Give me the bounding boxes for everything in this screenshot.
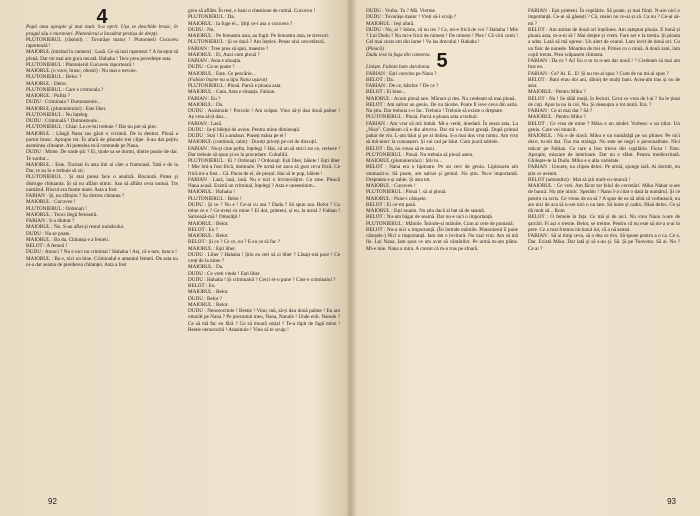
dialogue-line: MAIORUL : Belot. xyxy=(188,289,229,296)
dialogue-line: greu să aflăm. În rest, e bani o chestiune de rutină. Cucuveu ! xyxy=(188,8,316,14)
dialogue-line: BELOT : Ce vrea de mine ? Miku e un sindel. Vorbesc o un idiot. Un geniu. Care voi muncit. xyxy=(528,120,680,133)
dialogue-line: FABIAN : S-a dintrat ? xyxy=(26,218,75,224)
dialogue-line: MAIORUL : Pe fereastra asta, au fugit. Pe fereastra asta, te strecori. xyxy=(188,33,330,39)
dialogue-list xyxy=(188,8,340,333)
dialogue-line: MAIORUL : Da. xyxy=(188,264,224,271)
dialogue-line: FABIAN : Lasă, lasă, lasă. Nu e nici o învinovățire. Cu sine. Pleacă Nana acasă. Există un criminal, înțelegi ? Asta e uneeminim... xyxy=(188,176,340,189)
dialogue-line: MAIORUL : Pentru Miku ? xyxy=(528,114,586,121)
dialogue-line: MAIORUL : Da. xyxy=(188,101,224,108)
dialogue-line: FABIAN : Lasă. xyxy=(188,120,223,127)
dialogue-line: MAIORUL : Lângă Nana sus găsit o victimă. De la dentist. Plouă a pornit brusc. Apropie tot. În afară de păunele trei clipe. S-au dat pețiru aseminea clitoaret. Al putealea m-â comunde pe Nana. xyxy=(26,130,178,149)
dialogue-line: PLUTONIERUL : Belot ! xyxy=(188,195,242,202)
dialogue-line: FABIAN : Să ai timp ceva, să o dea ce dvs. Să spune pentru a o ca. Ce a. Dar. Există Miku. Dar iată și să s-au și. Să. Și pe Tuovenu. Să ai. Nu ? Ce ai ? xyxy=(528,233,680,252)
dialogue-line: Liniște. Fabian bate darabana. xyxy=(366,64,431,71)
dialogue-line: DUDU : Ce se poate ? xyxy=(188,64,235,71)
dialogue-line: FABIAN : De ce, bătrîne ? De ce ? xyxy=(366,83,439,89)
dialogue-line: BELOT : Nu ! Se tălăi muță, în feciori. Ceva ce vrea de l-ai ? Sa le ținut de cuți. Apoi la nu la cui, Nu. Și deasupra o tot mută. Era. ? xyxy=(528,95,680,108)
dialogue-line: BELOT : Ei ce-mi pasă. xyxy=(366,201,417,208)
dialogue-list xyxy=(528,8,680,252)
dialogue-line: MAIORUL (intrând în camera) : Lasă. Ce să mai raportezi ? A început să plouă. Dar tot mai am gura necată. Hahaha ! Tece prea povedește asta. xyxy=(26,49,178,62)
page-number: 92 xyxy=(48,497,57,506)
dialogue-line: DUDU : Criminală ? Dumnezeule... xyxy=(26,118,101,124)
page-number: 93 xyxy=(667,497,676,506)
dialogue-line: PLUTONIERUL : Nu înțeleg. xyxy=(26,111,89,118)
dialogue-line: FABIAN : Tree prea să spui, maestre ? xyxy=(188,45,269,52)
left-column-1 xyxy=(26,8,178,268)
dialogue-line: MAIORUL (plutonierului) : Știi tu... xyxy=(366,158,443,164)
dialogue-line: MAIORUL : Gata. Asta e situația. Fabian. xyxy=(188,89,276,96)
dialogue-line: DUDU : Asasinule ! Porcule ! Am scăpat. Vino să-ți dau două palme ! Aș vrea să-ți dau... xyxy=(188,108,340,121)
left-page xyxy=(18,0,340,516)
dialogue-line: MAIORUL : Nu e de slavă. Miku e un numărăță pe un pfuner. Pe nici dece, tu-mi dat. Toa ma strânga. Nu este ne negri o personalitate. Nici măcar pe Fabian. Cu tare a fost trieva din copilărie. Ficea ! Fare. Apropie, mișcare de interioare. Dar nu e sfânt. Pentru mediocritată. Ghilepte-te la Dudu. Miku e o alta varietate. xyxy=(528,133,680,164)
dialogue-line: PLUTONIERUL : Și mai putea face o analiză. Riscantă. Putea și distruge chituanta. Și să nu aflăm nimic. Sau să aflăm ceva numai. Tot numărul. Riscul era foarte mare. Asta a fost. xyxy=(26,174,178,193)
dialogue-line: MAIORUL : Ești liber. xyxy=(188,245,236,252)
stage-direction: Papă oma apropie şi mai mult. S-a oprit. Ușa se deschide brusc, în pragul său e moravuri. Plutonierul a încadrat pestișa de drepți. xyxy=(26,24,178,37)
dialogue-line: Dudu iese la fuga din camerea. xyxy=(366,51,431,58)
dialogue-line: BELOT : Bani erau doi ani, dăruiț de mulți bani. Acea-am tras și nu de asta. xyxy=(528,76,680,89)
dialogue-line: DUDU : Nu, ai ? Iubne, că nu ies ? Ce, mi-e frică de voi ? Hahaha ! Mie ? Lui Dudu ? Nu mi-e frică de nimeni ! De nimeni ! Ples ! Că vini cumi ! Cel mai curat om din lume ! Va las drecului ! Hahaha ! xyxy=(366,26,518,46)
dialogue-line: DUDU : Atunci ? Nu e nici un criminal ! Hahaha ! Asi, că e tare, banca ! xyxy=(26,249,177,256)
dialogue-line: BELOT : Eu ? xyxy=(188,226,219,233)
dialogue-line: PLUTONIERUL : Și ce dacă ? Am înțeles. Penar ului cercetătură. xyxy=(188,39,325,46)
dialogue-line: FABIAN : Unoare, nu clipea deloc. Pe urmă, ajunge iară. Ai dormit, nu știu ce aveam. xyxy=(528,164,680,177)
dialogue-line: MAIORUL : Ei, Auzi cum plouă ? xyxy=(188,51,260,58)
dialogue-line: BELOT : Nu-a nici o importanță. (Îsi întinde mâinile. Plutonierul îi pune cătușele.) Nici o importanță. Iam dat o lovitură. Nu mai vrut. Am să mă fie. Lui Nana. Iam spus ce am avut să vântârilor. Pe urmă m-am plâns. Mi-e mie. Nana a mira. A crezut că m-a tras pe sfoară. xyxy=(366,226,518,252)
left-column-2 xyxy=(188,8,340,333)
dialogue-line: FABIAN : Ești convins pe Nana ? xyxy=(366,70,437,77)
dialogue-line: BELOT : Am salvat un geniu. De nu tăcebe. Poate fi ieve ceva din astia. Nu știu. Dar trebuia s-o fac. Trebuia ! Trebuie să existe o dreptate. xyxy=(366,101,518,114)
dialogue-line: PLUTONIERUL : Care e criminala ? xyxy=(26,86,104,93)
dialogue-line: DUDU : Hahaha ! Și criminalul ? Cerci el-o pune ? Cine e criminalul ? xyxy=(188,276,336,283)
dialogue-line: MAIORUL : Belot. xyxy=(188,301,229,308)
dialogue-line: BELOT (amoralist) : Mai să știi mult-cu-muncă ! xyxy=(528,176,631,183)
dialogue-line: MAIORUL : Este. Ce pescărie... xyxy=(188,70,256,77)
dialogue-line: MAIORUL : Hahaha ! xyxy=(188,189,235,196)
dialogue-line: MAIORUL : Belot. xyxy=(188,220,229,227)
dialogue-line: DUDU : Ia-ți bilețul de avion. Pentru mine dimineață. xyxy=(188,126,301,133)
dialogue-list xyxy=(366,8,518,252)
dialogue-line: DUDU : Belot ? xyxy=(188,295,222,302)
dialogue-line: MAIORUL : Pentru Miku ? xyxy=(528,89,586,96)
dialogue-line: (Pleacă) xyxy=(366,45,384,52)
dialogue-line: FABIAN : Ce? Ai. E.. E! Și nu mi-ai spus ? Cum de nu mi-ai spus ? xyxy=(528,70,669,77)
dialogue-line: MAIORUL : Cucuveu ! xyxy=(366,183,416,189)
dialogue-line: BELOT : A femeii ! xyxy=(26,243,68,249)
dialogue-line: DUDU : Tovarășe maior ! Vreți să-l scuip ? xyxy=(366,14,457,21)
dialogue-line: MAIORUL (o voce, brusc, obosit) : Nu mai e nevoie. xyxy=(26,68,138,74)
dialogue-line: PLUTONIERUL : Deloc ? xyxy=(26,74,82,81)
dialogue-line: (Fabian înșine nu scăpa Nana ușurat) xyxy=(188,76,268,83)
dialogue-line: BELOT : Da, nu vreau să te auzi. xyxy=(366,145,436,152)
dialogue-line: PLUTONIERUL : Plouă. Nu trebuia să plouă astea. xyxy=(366,151,474,158)
dialogue-line: PLUTONIERUL (răstind) : Tovarășe maior ! Plutonierii Cucuveu raportează ! xyxy=(26,36,178,49)
dialogue-line: FABIAN : Asta e situația. xyxy=(188,58,242,64)
dialogue-line: FABIAN : Ești prieteni. În copilărie. Să poate, și mai ființi. N-are nici o importanță. Ce-ai să găsești ? Că, ceaiei nu ce-ai și să. Ca nu ? Ce-ai să-mi ? xyxy=(528,8,680,27)
dialogue-line: BELOT : Nana era o lipitoare. Pe un cerc de geniu. Lipitoarea am utomazit-o. Să poate, am salvat și geniul. Nu știu. Nu-e importantă. Dreptatea e și sabie. Și asta tot. xyxy=(366,164,518,183)
dialogue-line: MAIORUL : Deloc. xyxy=(26,80,68,87)
dialogue-line: MAIORUL : Pune-i cătușele. xyxy=(366,195,427,202)
dialogue-line: BELOT : O femeie în fața. Ce mă și de aici. Nu vrea Nanu n-are de șarcări. Fi ași o trestie. Belot, se treime. Pentru că nu este să mi-a n-ai în pere. Ce a mai frumos niciunul iul, că a nă semai. xyxy=(528,214,680,233)
dialogue-line: DUDU : Stai ! Ei a amânat. Puneți mâna pe el ! xyxy=(188,133,287,139)
chapter-number: 5 xyxy=(436,50,448,72)
dialogue-line: MAIORUL : Pufita ? xyxy=(26,93,71,99)
dialogue-line: MAIORUL : Toocı llegă fereastră. xyxy=(26,211,98,218)
dialogue-line: MAIORUL : Ce vrei. Am făcut tot felul de cercetări. Miku Nabar n-are de bancă. Nu știe nimic. Sperăm ! Nanu I-a citat o dată la numărul. Și ce pentru ca scris. Ce vreau de ea să ? A spus de ea să aibă să vorbească, nu are nici de aca să n-are nici o nu tare. Să lume și cadru. Până deloc. Ce și dă mult să... Rom xyxy=(528,183,680,214)
dialogue-line: FABIAN : Am vrut să mă îmbăt. Mi-a venit, doedată. În seara asta. La „Nisa”. Credeam că e din altceva. Dar mi s-a făcut greață. După primul pahar de vin. L-am băut și pe al doilea. S-a mai dus vrut nimic. Am vrut să mă-ntorc la cunoașteri. Și vai cad pe băut. Cum joacă tablele. xyxy=(366,120,518,146)
dialogue-line: DUDU : Nu. xyxy=(188,26,215,33)
right-column-1 xyxy=(366,8,518,252)
right-column-2 xyxy=(528,8,680,252)
dialogue-line: PLUTONIERUL : Ordonați ! xyxy=(26,205,87,212)
right-page xyxy=(360,0,686,516)
dialogue-line: MAIORUL (plutonierului) : Este liber. xyxy=(26,105,107,112)
dialogue-line: MAIORUL : Ia fuge el... Știți ce-i asa o cucuvea ? xyxy=(188,20,293,27)
dialogue-line: MAIORUL : Ba da. Chitanța e a femeii. xyxy=(26,236,110,243)
dialogue-line: BELOT : Eu. xyxy=(188,283,216,289)
dialogue-line: FABIAN : Da ce ? Ai! Eu o tu tu n-am dar nouă ! ? Credeam să mai am fost eu. xyxy=(528,58,680,71)
dialogue-line: DUDU : Și ce ? Nu e ! Ce-ai cu asa ? Dada ? Să spun asa. Belot ? Cu mine ce e ? Ce-aveți cu mine ? Ei doi, prieteni, și eu, la urmă ? Fabian ! Salvează-mă ! Omorâţii ! xyxy=(188,201,340,221)
dialogue-line: DUDU : Na se poate. xyxy=(26,230,71,237)
dialogue-line: FABIAN : Și, nu sfârșim ? Sa distrez chitanta ? xyxy=(26,193,125,199)
dialogue-line: MAIORUL : Nu. S-au aflat și restul numărului. xyxy=(26,224,125,231)
dialogue-line: PLUTONIERUL : Plouă. Parcă e ploaia asta a trebuit. xyxy=(366,114,479,121)
dialogue-line: PLUTONIERUL : Mâinile. Întinde-și mâinile. Cum ai cere de pomană. xyxy=(366,220,514,227)
dialogue-line: BELOT : Da. xyxy=(366,76,394,83)
dialogue-line: DUDU : Nenorocitule ! Bestie ! Vino, mă, să-ți dau două palme ! Eu am omorât pe Nana ? Pe prezumul meu, Nana, Nanule ! Unde erâi. Nanule ? Ce să mă fac eu fără ? Cu să moară soțial ? Te-a tâpit de fagă mine ! Bestie nenorocită ! Asasinule ! Vino să te scuip ! xyxy=(188,308,340,333)
dialogue-line: PLUTONIERUL : Plouă !, să ai plouă. xyxy=(366,189,447,196)
chapter-number: 4 xyxy=(96,6,108,28)
dialogue-line: DUDU : Liber ? Hahaha ! Știu eu ceri să zi liber ? Lăsați-mă pace ! Ce vreți de la mine ? xyxy=(188,251,340,264)
dialogue-line: FABIAN : Eu ? xyxy=(188,95,221,102)
dialogue-line: MAIORUL (continuă, calm) : Duceți priceți pe cel de discuții. xyxy=(188,139,318,146)
dialogue-line: BELOT : Am ambat de două ori înțelinea. Am așteptat ploaia. E bună și ploaia asta, m-a-ni să ! Mai drepte și vrem. Fare ser e la trenia. Și ploaia a adus. Lasă să mă opresc. Un alert de cearul. Lam lovit de două ori. Cu un fisic de nunede. Moartea de trei ei. Prinse cu o mină. A două zani, iam copil trenta. Prea scăpasem chitanta. xyxy=(528,26,680,58)
dialogue-line: PLUTONIERUL : Ei ? Ordonați ? Ordonați. Ești liber, băiete ! Ești liber ! Mie îmi-a fost frică, domnule. Pe urmă tot anca să gust ceva frică. Ce frică mi-a fost... Că. Pacat de el, de pieșul. Hai să te pup, băiete ! xyxy=(188,158,340,177)
dialogue-line: FABIAN : Nu-ți cine pofta, înțelegi ? Hai, că un să strici tot ce, cerbere ! Dar trebuie să spun și eu la procedure. Coltalilii. xyxy=(188,145,340,158)
dialogue-line: MAIORUL : Este. Tocmai în asta îmi ai câte o frumoasă. Tată e de la Dar, te au lo e trebuie să zic. xyxy=(26,161,178,174)
dialogue-list xyxy=(26,37,178,268)
dialogue-line: DUDU : Minte. De unde știi ? Ei, tinde sa se dormi, dintre pustie de dar. Te surdut... xyxy=(26,149,178,162)
dialogue-line: FABIAN : Ce ai mai dat ? Să ? xyxy=(528,108,593,114)
dialogue-line: MAIORUL : Ieși afară. xyxy=(366,20,415,27)
dialogue-line: MAIORUL : Cucuveu ! xyxy=(26,199,76,206)
dialogue-line: MAIORUL : Ba e, nici un bine. Criminalul e amantul femeii. De asta nu ni-a dat seama de pierderea chitanței. Asta a fost xyxy=(26,255,178,268)
dialogue-line: PLUTONIERUL : Da. xyxy=(188,14,235,21)
dialogue-line: PLUTONIERUL : Chiar. La ce-mi trebuie ? Dar nu pot să plec. xyxy=(26,124,158,131)
dialogue-line: MAIORUL : Ești nuaim. Nu știu dacă ai bat să de seamă. xyxy=(366,208,485,214)
dialogue-line: DUDU : Criminala ? Dumnezeule... xyxy=(26,99,101,106)
dialogue-line: MAIORUL : Belot. xyxy=(188,233,229,239)
dialogue-line: PLUTONIERUL : Plouă. Parcă e ploaia asta. xyxy=(188,83,282,89)
dialogue-line: BELOT : Și ce ? Ce ce, eu ? E eu ce să fac ? xyxy=(188,239,280,246)
dialogue-line: BELOT : Nu-am băgat de seamă. Dar nu-e nici o importanță. xyxy=(366,214,493,221)
dialogue-line: MAIORUL : Acum plouă tare. Mărunt și des. Nu credeam să mai plouă. xyxy=(366,95,516,102)
dialogue-line: PLUTONIERUL : Plutonierul Cucuveu raportează ! xyxy=(26,61,135,68)
dialogue-line: BELOT : Ei bine... xyxy=(366,89,406,96)
dialogue-line: DUDU : Vorba. Tu ? Mă. Vierme. xyxy=(366,8,437,14)
dialogue-line: DUDU : Ce vreti vinde ! Ești liber. xyxy=(188,270,261,277)
